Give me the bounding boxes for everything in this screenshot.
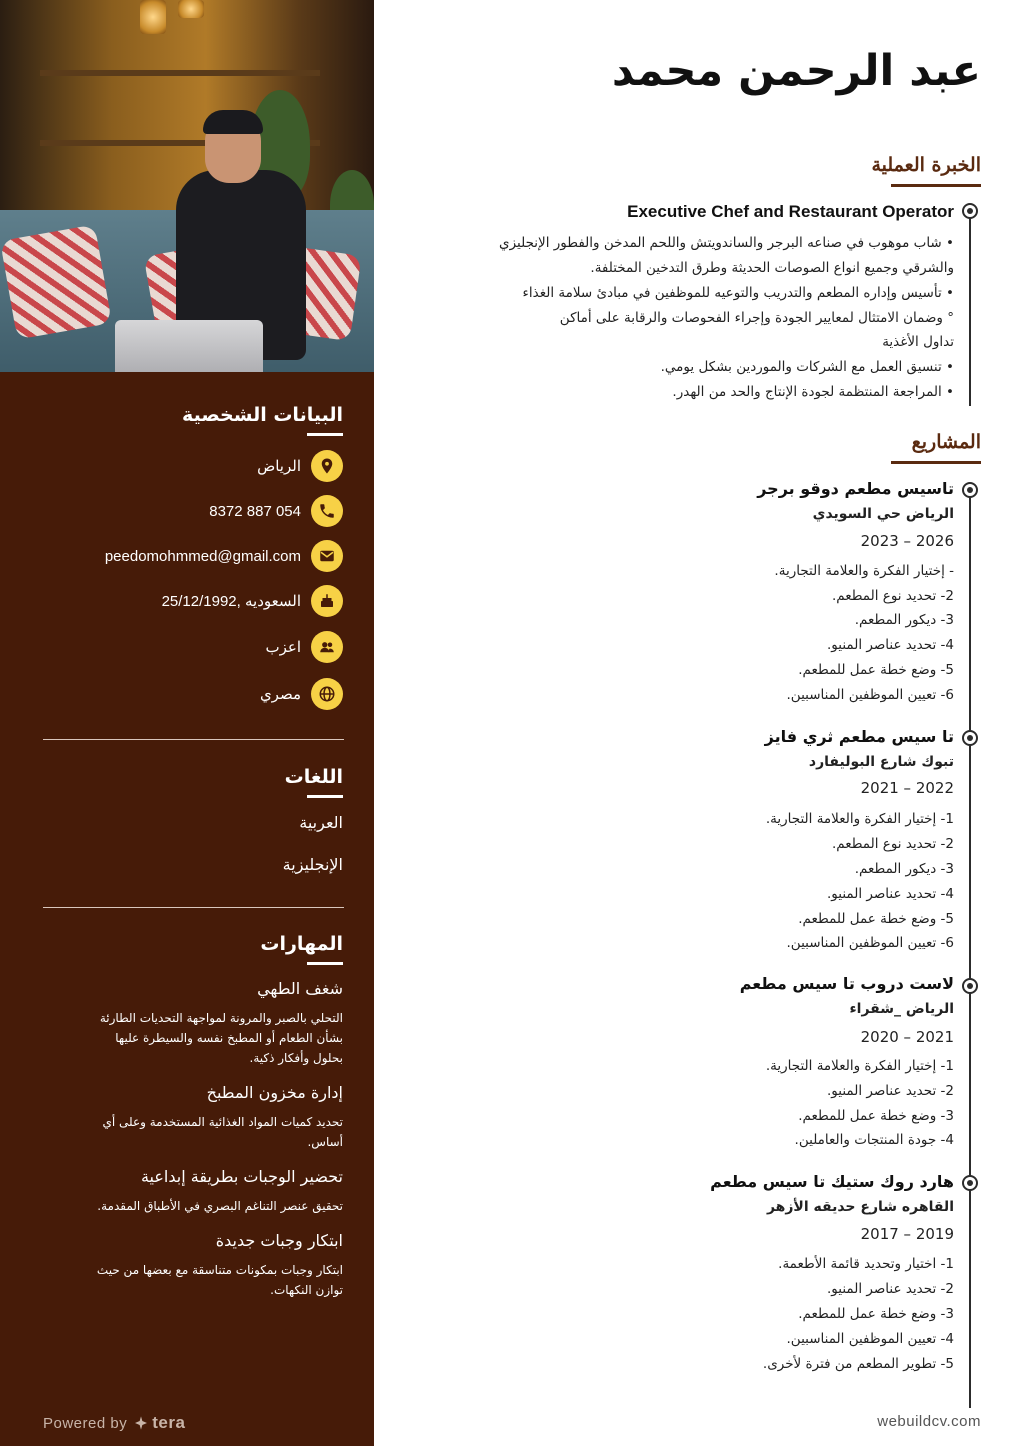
heading-underline (307, 795, 343, 798)
experience-line: • تنسيق العمل مع الشركات والموردين بشكل يومي. (660, 359, 954, 375)
location-pin-icon (311, 450, 343, 482)
heading-underline (891, 184, 981, 187)
contact-phone (209, 495, 343, 527)
project-task: 2- تحديد نوع المطعم. (831, 588, 954, 604)
powered-by-label: Powered by (43, 1414, 128, 1432)
photo-laptop (115, 320, 263, 372)
timeline-dot (962, 978, 978, 994)
personal-info-heading: البيانات الشخصية (182, 404, 343, 426)
skill-description (43, 1196, 343, 1216)
project-location: القاهره شارع حديقه الأزهر (766, 1199, 954, 1215)
timeline-dot (962, 203, 978, 219)
heading-underline (891, 461, 981, 464)
skill-description-line: تحقيق عنصر التناغم البصري في الأطباق المقدمة. (97, 1199, 343, 1213)
nationality-text: مصري (259, 686, 301, 703)
languages-section (285, 766, 343, 788)
photo-person-cap (203, 110, 263, 134)
project-task: 3- وضع خطة عمل للمطعم. (798, 1108, 954, 1124)
photo-pillow (0, 224, 112, 339)
skill-description-line: أساس. (307, 1135, 343, 1149)
timeline-dot (962, 730, 978, 746)
powered-by[interactable] (43, 1413, 185, 1433)
photo-shelf (40, 70, 320, 76)
contact-nationality (260, 678, 343, 710)
skill-description-line: توازن النكهات. (270, 1283, 343, 1297)
photo-lamp (178, 0, 204, 18)
language-item: الإنجليزية (282, 855, 343, 874)
project-dates: 2017 – 2019 (860, 1225, 954, 1243)
project-task: 1- اختيار وتحديد قائمة الأطعمة. (778, 1256, 954, 1272)
timeline-dot (962, 1175, 978, 1191)
birthday-cake-icon (311, 585, 343, 617)
projects-timeline (969, 488, 971, 1408)
experience-line: تداول الأغذية (882, 334, 954, 350)
sidebar-divider (43, 739, 344, 740)
personal-info-section (182, 404, 343, 426)
languages-heading: اللغات (284, 766, 343, 788)
contact-email (105, 540, 343, 572)
tera-star-icon (133, 1415, 149, 1431)
phone-text[interactable]: 8372 887 054 (209, 502, 301, 520)
experience-line: ° وضمان الامتثال لمعايير الجودة وإجراء الفحوصات والرقابة على أماكن (559, 310, 954, 326)
experience-timeline (969, 210, 971, 406)
project-location: الرياض _شقراء (849, 1001, 954, 1017)
project-title: لاست دروب تا سيس مطعم (739, 974, 954, 993)
project-task: 2- تحديد نوع المطعم. (831, 836, 954, 852)
language-item: العربية (299, 813, 343, 832)
experience-job-title: Executive Chef and Restaurant Operator (627, 202, 954, 221)
project-task: 4- جودة المنتجات والعاملين. (794, 1132, 954, 1148)
marital-status-icon (311, 631, 343, 663)
project-task: 3- ديكور المطعم. (854, 861, 954, 877)
project-task: 5- وضع خطة عمل للمطعم. (798, 662, 954, 678)
experience-line: • شاب موهوب في صناعه البرجر والساندويتش واللحم المدخن والفطور الإنجليزي (499, 235, 954, 251)
email-text[interactable]: peedomohmmed@gmail.com (104, 547, 301, 565)
project-task: 3- وضع خطة عمل للمطعم. (798, 1306, 954, 1322)
email-icon (311, 540, 343, 572)
skill-description-line: ابتكار وجبات بمكونات متناسقة مع بعضها من حيث (96, 1263, 343, 1277)
skills-section (260, 933, 343, 955)
contact-location (257, 450, 343, 482)
contact-birthdate (162, 585, 343, 617)
timeline-dot (962, 482, 978, 498)
project-task: 4- تعيين الموظفين المناسبين. (786, 1331, 954, 1347)
skill-description-line: تحديد كميات المواد الغذائية المستخدمة وعلى أي (102, 1115, 343, 1129)
marital-text: اعزب (265, 639, 301, 656)
phone-icon (311, 495, 343, 527)
experience-line: والشرقي وجميع انواع الصوصات الحديثة وطرق التدخين المختلفة. (590, 260, 954, 276)
experience-line: • تأسيس وإداره المطعم والتدريب والتوعيه للموظفين في مبادئ سلامة الغذاء (522, 285, 954, 301)
skill-description (43, 1008, 343, 1068)
tera-brand-text: tera (152, 1413, 186, 1432)
heading-underline (307, 433, 343, 436)
photo-lamp (140, 0, 166, 34)
project-task: 6- تعيين الموظفين المناسبين. (786, 935, 954, 951)
profile-photo (0, 0, 374, 372)
project-dates: 2020 – 2021 (860, 1028, 954, 1046)
project-task: 5- وضع خطة عمل للمطعم. (798, 911, 954, 927)
skill-description-line: بشأن الطعام أو المطبخ نفسه والسيطرة عليها (115, 1031, 343, 1045)
projects-heading: المشاريع (911, 431, 981, 453)
project-task: 5- تطوير المطعم من فترة لأخرى. (762, 1356, 954, 1372)
project-title: تا سيس مطعم ثري فايز (764, 727, 954, 746)
experience-line: • المراجعة المنتظمة لجودة الإنتاج والحد من الهدر. (672, 384, 954, 400)
project-task: 1- إختيار الفكرة والعلامة التجارية. (765, 1058, 954, 1074)
project-task: 2- تحديد عناصر المنيو. (827, 1281, 954, 1297)
skill-description-line: بحلول وأفكار ذكية. (249, 1051, 343, 1065)
skill-title: تحضير الوجبات بطريقة إبداعية (140, 1167, 343, 1186)
project-title: تاسيس مطعم دوقو برجر (757, 479, 954, 498)
experience-heading: الخبرة العملية (871, 154, 981, 176)
skill-description (43, 1260, 343, 1300)
project-task: 4- تحديد عناصر المنيو. (827, 886, 954, 902)
project-task: 3- ديكور المطعم. (854, 612, 954, 628)
project-task: 2- تحديد عناصر المنيو. (827, 1083, 954, 1099)
sidebar (0, 0, 374, 1446)
skill-title: ابتكار وجبات جديدة (215, 1231, 343, 1250)
project-task: 6- تعيين الموظفين المناسبين. (786, 687, 954, 703)
skill-description (43, 1112, 343, 1152)
contact-marital (265, 631, 343, 663)
birthdate-text: 25/12/1992, السعوديه (161, 593, 301, 610)
globe-icon (311, 678, 343, 710)
tera-logo (133, 1413, 185, 1433)
footer-website-link[interactable]: webuildcv.com (877, 1413, 981, 1430)
photo-background (0, 0, 374, 210)
project-dates: 2021 – 2022 (860, 779, 954, 797)
skills-heading: المهارات (260, 933, 343, 955)
project-title: هارد روك ستيك تا سيس مطعم (710, 1172, 954, 1191)
skill-title: إدارة مخزون المطبخ (206, 1083, 343, 1102)
skill-title: شغف الطهي (257, 979, 343, 998)
project-task: 1- إختيار الفكرة والعلامة التجارية. (765, 811, 954, 827)
candidate-name: عبد الرحمن محمد (611, 46, 981, 96)
project-location: تبوك شارع البوليفارد (808, 754, 954, 770)
project-task: 4- تحديد عناصر المنيو. (827, 637, 954, 653)
project-dates: 2023 – 2026 (860, 532, 954, 550)
heading-underline (307, 962, 343, 965)
project-task: - إختيار الفكرة والعلامة التجارية. (774, 563, 954, 579)
sidebar-divider (43, 907, 344, 908)
location-text: الرياض (257, 458, 301, 475)
project-location: الرياض حي السويدي (812, 506, 954, 522)
skill-description-line: التحلي بالصبر والمرونة لمواجهة التحديات الطارئة (99, 1011, 343, 1025)
